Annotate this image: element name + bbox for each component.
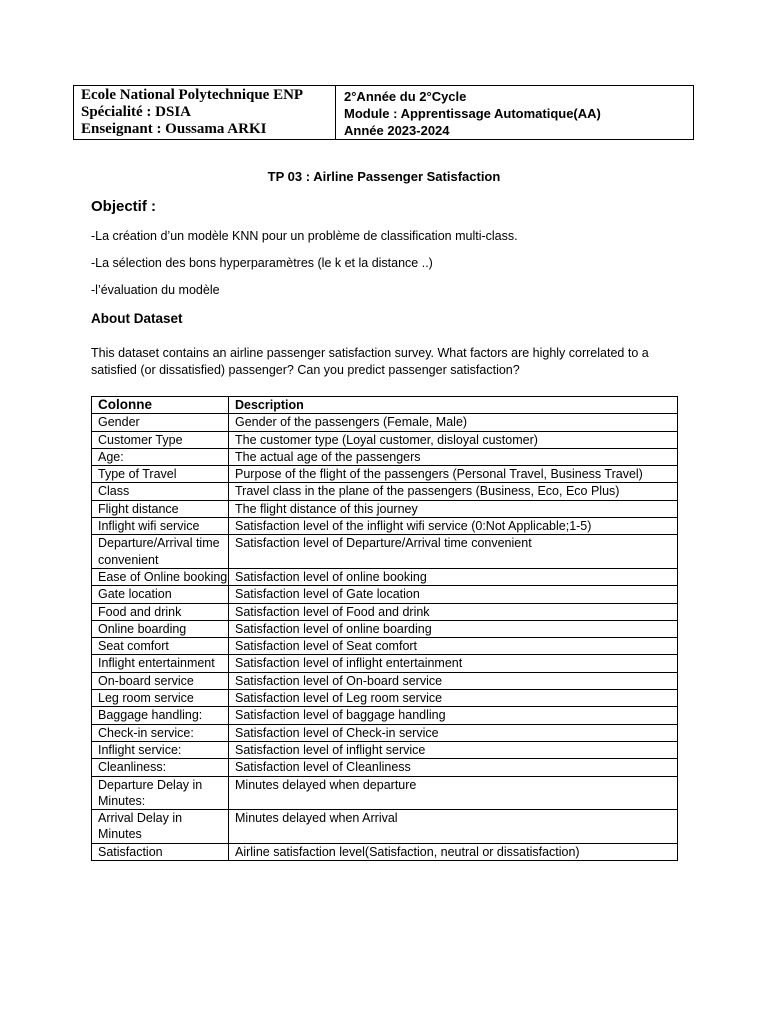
column-name-cell: Inflight service: bbox=[92, 741, 229, 758]
dataset-description: This dataset contains an airline passenger satisfaction survey. What factors are highly correlated to a satisfied (or dissatisfied) passenger? Can you predict passenger satisfaction? bbox=[91, 346, 649, 377]
column-description-cell: Satisfaction level of Check-in service bbox=[229, 724, 678, 741]
table-row bbox=[92, 431, 678, 448]
table-row bbox=[92, 741, 678, 758]
column-description-cell: Satisfaction level of Gate location bbox=[229, 586, 678, 603]
column-name-cell: Food and drink bbox=[92, 603, 229, 620]
table-row bbox=[92, 500, 678, 517]
column-description-cell: The actual age of the passengers bbox=[229, 448, 678, 465]
column-name-cell: Inflight entertainment bbox=[92, 655, 229, 672]
year-level: 2°Année du 2°Cycle bbox=[344, 89, 467, 104]
objectif-heading: Objectif : bbox=[91, 198, 157, 215]
column-name-cell: Check-in service: bbox=[92, 724, 229, 741]
column-description-cell: Satisfaction level of inflight entertainment bbox=[229, 655, 678, 672]
column-description-cell: Satisfaction level of online booking bbox=[229, 568, 678, 585]
table-row bbox=[92, 776, 678, 810]
objectif-item: -l’évaluation du modèle bbox=[91, 283, 220, 297]
table-body bbox=[92, 414, 678, 861]
column-header-description: Description bbox=[229, 397, 678, 414]
table-row bbox=[92, 655, 678, 672]
column-description-cell: The flight distance of this journey bbox=[229, 500, 678, 517]
table-row bbox=[92, 690, 678, 707]
column-name-cell: Class bbox=[92, 483, 229, 500]
about-dataset-heading: About Dataset bbox=[91, 311, 183, 326]
table-row bbox=[92, 414, 678, 431]
table-row bbox=[92, 518, 678, 535]
column-name-cell: Age: bbox=[92, 448, 229, 465]
column-name-cell: Online boarding bbox=[92, 620, 229, 637]
column-description-cell: Satisfaction level of Seat comfort bbox=[229, 638, 678, 655]
column-name-cell: Gender bbox=[92, 414, 229, 431]
column-name-cell: Departure/Arrival time convenient bbox=[92, 535, 229, 569]
column-description-cell: Satisfaction level of Departure/Arrival time convenient bbox=[229, 535, 678, 569]
column-description-cell: Satisfaction level of Leg room service bbox=[229, 690, 678, 707]
table-row bbox=[92, 586, 678, 603]
table-row bbox=[92, 535, 678, 569]
column-description-cell: Minutes delayed when Arrival bbox=[229, 810, 678, 844]
table-row bbox=[92, 672, 678, 689]
column-description-cell: Gender of the passengers (Female, Male) bbox=[229, 414, 678, 431]
table-row bbox=[92, 724, 678, 741]
table-row bbox=[92, 810, 678, 844]
column-name-cell: Customer Type bbox=[92, 431, 229, 448]
table-row bbox=[92, 568, 678, 585]
column-name-cell: Gate location bbox=[92, 586, 229, 603]
column-description-cell: Satisfaction level of baggage handling bbox=[229, 707, 678, 724]
course-info bbox=[336, 86, 693, 139]
table-row bbox=[92, 620, 678, 637]
column-name-cell: Ease of Online booking bbox=[92, 568, 229, 585]
table-row bbox=[92, 603, 678, 620]
column-description-cell: Satisfaction level of Cleanliness bbox=[229, 759, 678, 776]
column-name-cell: Cleanliness: bbox=[92, 759, 229, 776]
dataset-columns-table bbox=[91, 396, 678, 861]
column-name-cell: Type of Travel bbox=[92, 466, 229, 483]
specialty: Spécialité : DSIA bbox=[81, 104, 191, 120]
column-description-cell: Travel class in the plane of the passengers (Business, Eco, Eco Plus) bbox=[229, 483, 678, 500]
column-description-cell: Minutes delayed when departure bbox=[229, 776, 678, 810]
column-description-cell: Airline satisfaction level(Satisfaction, neutral or dissatisfaction) bbox=[229, 843, 678, 860]
column-description-cell: Satisfaction level of On-board service bbox=[229, 672, 678, 689]
module-name: Module : Apprentissage Automatique(AA) bbox=[344, 106, 601, 121]
column-name-cell: Satisfaction bbox=[92, 843, 229, 860]
column-header-colonne: Colonne bbox=[92, 397, 229, 414]
academic-year: Année 2023-2024 bbox=[344, 123, 450, 138]
table-row bbox=[92, 483, 678, 500]
objectif-item: -La sélection des bons hyperparamètres (le k et la distance ..) bbox=[91, 256, 433, 270]
table-header-row bbox=[92, 397, 678, 414]
objectif-item: -La création d’un modèle KNN pour un problème de classification multi-class. bbox=[91, 229, 518, 243]
column-name-cell: Leg room service bbox=[92, 690, 229, 707]
table-row bbox=[92, 843, 678, 860]
document-title: TP 03 : Airline Passenger Satisfaction bbox=[267, 169, 501, 184]
table-row bbox=[92, 448, 678, 465]
header-info-box bbox=[73, 85, 694, 140]
table-row bbox=[92, 466, 678, 483]
column-name-cell: Departure Delay in Minutes: bbox=[92, 776, 229, 810]
teacher: Enseignant : Oussama ARKI bbox=[81, 121, 267, 137]
column-name-cell: Arrival Delay in Minutes bbox=[92, 810, 229, 844]
table-row bbox=[92, 707, 678, 724]
column-description-cell: Satisfaction level of Food and drink bbox=[229, 603, 678, 620]
school-info bbox=[74, 86, 336, 139]
column-description-cell: Satisfaction level of online boarding bbox=[229, 620, 678, 637]
column-name-cell: On-board service bbox=[92, 672, 229, 689]
school-name: Ecole National Polytechnique ENP bbox=[81, 87, 304, 103]
column-name-cell: Inflight wifi service bbox=[92, 518, 229, 535]
column-name-cell: Baggage handling: bbox=[92, 707, 229, 724]
column-name-cell: Flight distance bbox=[92, 500, 229, 517]
table-row bbox=[92, 759, 678, 776]
table-row bbox=[92, 638, 678, 655]
column-description-cell: Satisfaction level of the inflight wifi service (0:Not Applicable;1-5) bbox=[229, 518, 678, 535]
column-name-cell: Seat comfort bbox=[92, 638, 229, 655]
column-description-cell: Purpose of the flight of the passengers (Personal Travel, Business Travel) bbox=[229, 466, 678, 483]
column-description-cell: The customer type (Loyal customer, disloyal customer) bbox=[229, 431, 678, 448]
column-description-cell: Satisfaction level of inflight service bbox=[229, 741, 678, 758]
